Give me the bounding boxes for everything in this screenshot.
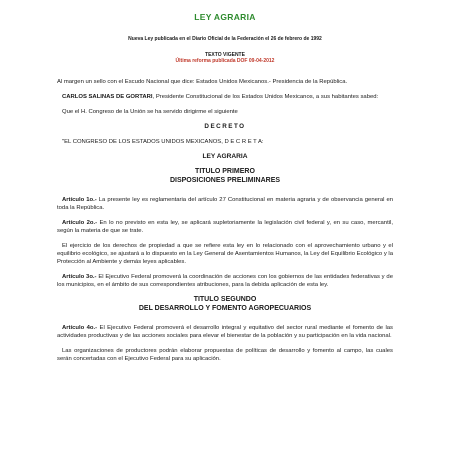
last-reform-note: Última reforma publicada DOF 09-04-2012 (175, 58, 275, 64)
president-text: , Presidente Constitucional de los Estados Unidos Mexicanos, a sus habitantes sabed: (152, 94, 379, 100)
article-1-label: Artículo 1o.- (62, 197, 97, 203)
article-4-text: El Ejecutivo Federal promoverá el desarrollo integral y equitativo del sector rural mediante el fomento de las actividades productivas y de las acciones sociales para elevar el bienestar de la población y su participación en la vida nacional. (57, 325, 393, 339)
article-2-label: Artículo 2o.- (62, 220, 98, 226)
president-paragraph (57, 93, 393, 101)
article-2 (57, 219, 393, 235)
article-2-text: En lo no previsto en esta ley, se aplicará supletoriamente la legislación civil federal y, en su caso, mercantil, según la materia de que se trate. (57, 220, 393, 234)
title-primero-name: DISPOSICIONES PRELIMINARES (169, 176, 281, 184)
congress-decree: "EL CONGRESO DE LOS ESTADOS UNIDOS MEXICANOS, D E C R E T A: (62, 139, 264, 145)
article-3-text: El Ejecutivo Federal promoverá la coordinación de acciones con los gobiernos de las entidades federativas y de los municipios, en el ámbito de sus correspondientes atribuciones, para la debida aplicación de esta ley. (57, 274, 393, 288)
article-4 (57, 324, 393, 340)
congress-paragraph: Que el H. Congreso de la Unión se ha servido dirigirme el siguiente (62, 109, 238, 115)
text-status: TEXTO VIGENTE (205, 52, 245, 58)
president-name: CARLOS SALINAS DE GORTARI (62, 94, 153, 100)
article-1-text: La presente ley es reglamentaria del artículo 27 Constitucional en materia agraria y de observancia general en toda la República. (57, 197, 393, 211)
document-title: LEY AGRARIA (194, 12, 256, 22)
article-2-paragraph-2: El ejercicio de los derechos de propiedad a que se refiere esta ley en lo relacionado con el aprovechamiento urbano y el equilibrio ecológico, se ajustará a lo dispuesto en la Ley General de Asentamientos Humanos, la Ley del Equilibrio Ecológico y la Protección al Ambiente y demás leyes aplicables. (57, 243, 393, 265)
title-primero (57, 168, 393, 185)
article-3-label: Artículo 3o.- (62, 274, 97, 280)
title-segundo-number: TITULO SEGUNDO (193, 296, 257, 303)
decreto-heading: DECRETO (204, 123, 246, 130)
title-segundo-name: DEL DESARROLLO Y FOMENTO AGROPECUARIOS (138, 304, 312, 312)
article-4-label: Artículo 4o.- (62, 325, 98, 331)
seal-paragraph: Al margen un sello con el Escudo Nacional que dice: Estados Unidos Mexicanos.- Presidencia de la República. (57, 79, 348, 85)
article-3 (57, 273, 393, 289)
title-primero-number: TITULO PRIMERO (195, 168, 255, 175)
publication-note: Nueva Ley publicada en el Diario Oficial de la Federación el 26 de febrero de 1992 (128, 36, 322, 42)
article-4-paragraph-2: Las organizaciones de productores podrán elaborar propuestas de políticas de desarrollo y fomento al campo, las cuales serán concertadas con el Ejecutivo Federal para su aplicación. (57, 348, 393, 362)
law-title: LEY AGRARIA (202, 153, 248, 160)
title-segundo (57, 296, 393, 313)
article-1 (57, 196, 393, 212)
